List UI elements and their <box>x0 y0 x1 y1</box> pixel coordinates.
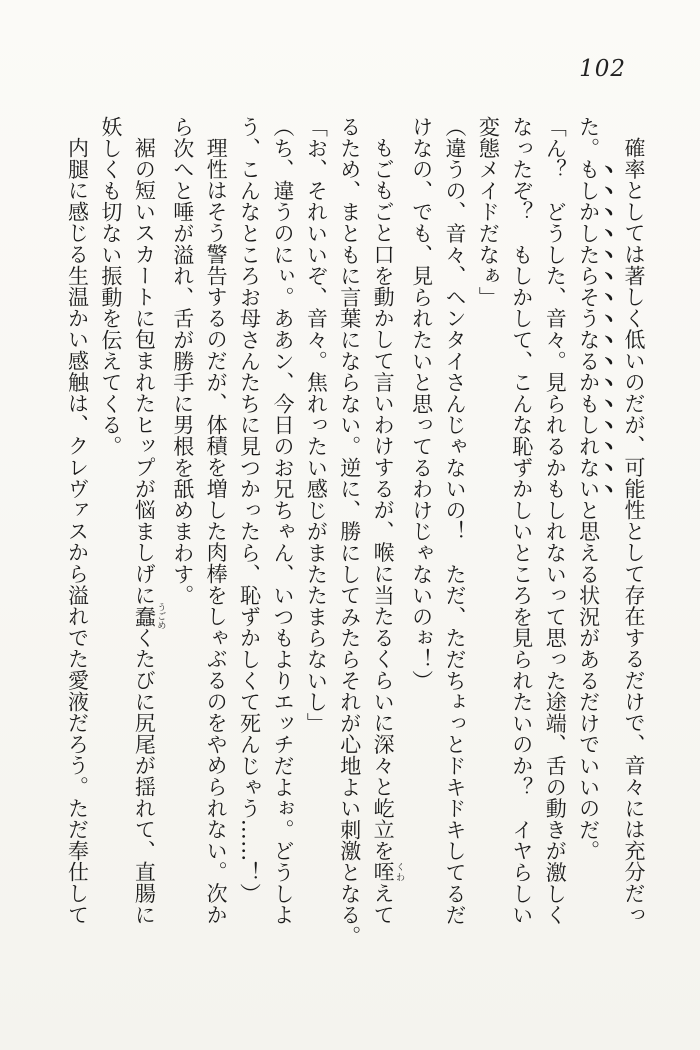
text-line <box>538 116 571 966</box>
text-line <box>332 116 365 966</box>
text-run: 「お、それいいぞ、音々。焦れったい感じがまたたまらないし」 <box>304 116 329 734</box>
text-line <box>471 116 504 966</box>
text-run: 裾の短いスカートに包まれたヒップが悩ましげに <box>132 137 157 606</box>
ruby-annotated-kanji: 蠢 うごめ <box>132 602 166 630</box>
text-line <box>165 116 198 966</box>
text-columns <box>60 116 650 966</box>
text-line <box>94 116 127 966</box>
text-line <box>127 116 165 966</box>
text-line <box>199 116 232 966</box>
text-line <box>571 116 616 966</box>
text-run: くたびに尻尾が揺れて、直腸に <box>132 626 157 926</box>
emphasized-text: もしかしたらそうなるかもしれない <box>576 158 601 500</box>
text-run: もごもごと口を動かして言いわけするが、喉に当たるくらいに深々と屹立を <box>371 137 396 862</box>
text-line <box>266 116 299 966</box>
text-line <box>404 116 437 966</box>
text-run: えて <box>371 882 396 926</box>
text-line <box>60 116 93 966</box>
text-run: ら次へと唾が溢れ、舌が勝手に男根を舐めまわす。 <box>170 116 195 606</box>
text-line <box>617 116 650 966</box>
text-run: 確率としては著しく低いのだが、可能性として存在するだけで、音々には充分だっ <box>622 137 646 926</box>
ruby-annotated-kanji: 咥 くわ <box>371 861 405 883</box>
text-run: と思える状況があるだけでいいのだ。 <box>576 499 601 862</box>
text-line <box>232 116 265 966</box>
text-run: 妖しくも切ない振動を伝えてくる。 <box>98 116 123 457</box>
text-run: 理性はそう警告するのだが、体積を増した肉棒をしゃぶるのをやめられない。次か <box>204 137 229 926</box>
text-line <box>366 116 404 966</box>
text-run: （ち、違うのにぃ。ああン、今日のお兄ちゃん、いつもよりエッチだよぉ。どうしよ <box>270 116 295 926</box>
text-run: た。 <box>576 116 601 159</box>
text-run: 「ん？ どうした、音々。見られるかもしれないって思った途端、舌の動きが激しく <box>543 116 568 926</box>
text-run: 変態メイドだなぁ」 <box>476 116 501 308</box>
text-line <box>438 116 471 966</box>
text-line <box>299 116 332 966</box>
text-run: う、こんなところお母さんたちに見つかったら、恥ずかしくて死んじゃう……！） <box>237 116 262 905</box>
text-run: なったぞ？ もしかして、こんな恥ずかしいところを見られたいのか？ イヤらしい <box>509 116 534 926</box>
page-number: 102 <box>579 56 626 82</box>
text-run: けなの、でも、見られたいと思ってるわけじゃないのぉ！） <box>409 116 434 692</box>
text-line <box>504 116 537 966</box>
text-run: （違うの、音々、ヘンタイさんじゃないの！ ただ、ただちょっとドキドキしてるだ <box>442 116 467 926</box>
text-run: るため、まともに言葉にならない。逆に、勝にしてみたらそれが心地よい刺激となる。 <box>337 116 362 947</box>
text-run: 内腿に感じる生温かい感触は、クレヴァスから溢れでた愛液だろう。ただ奉仕して <box>65 137 90 926</box>
